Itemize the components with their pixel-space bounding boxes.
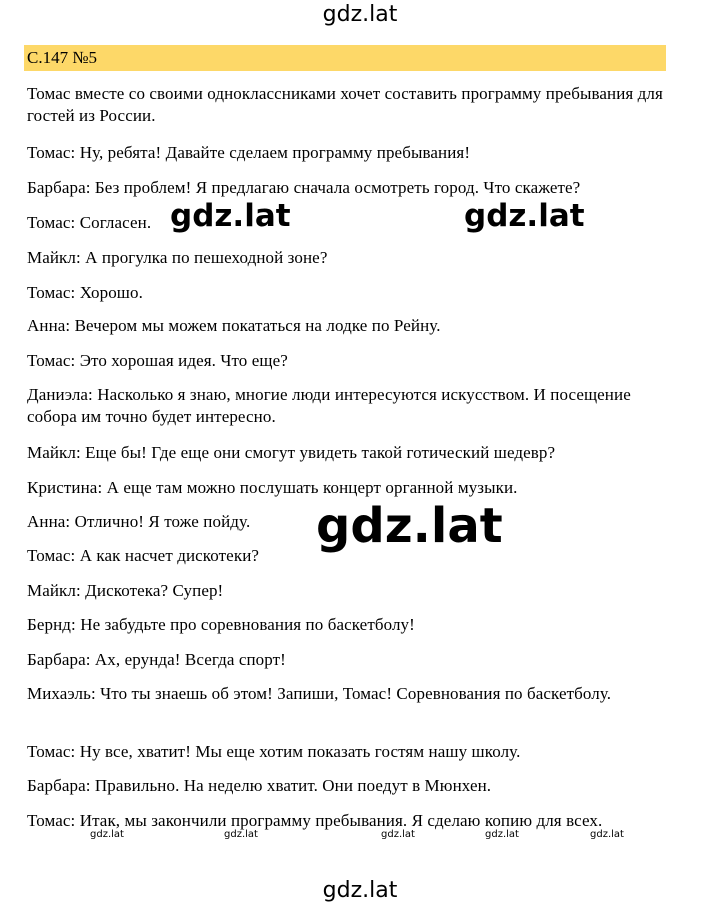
dialogue-line: Анна: Отлично! Я тоже пойду.: [27, 512, 251, 531]
watermark-small: gdz.lat: [381, 829, 415, 840]
dialogue-line: Кристина: А еще там можно послушать концерт органной музыки.: [27, 478, 518, 497]
dialogue-line: Томас: Ну, ребята! Давайте сделаем программу пребывания!: [27, 143, 471, 162]
dialogue-line: Барбара: Правильно. На неделю хватит. Они поедут в Мюнхен.: [27, 776, 492, 795]
dialogue-line: Томас: Ну все, хватит! Мы еще хотим показать гостям нашу школу.: [27, 742, 521, 761]
header-bar: [24, 45, 666, 71]
dialogue-line: Майкл: А прогулка по пешеходной зоне?: [27, 248, 328, 267]
dialogue-line: Барбара: Ах, ерунда! Всегда спорт!: [27, 650, 286, 669]
dialogue-line: Майкл: Еще бы! Где еще они смогут увидеть такой готический шедевр?: [27, 443, 556, 462]
dialogue-line: Томас: Хорошо.: [27, 283, 143, 302]
dialogue-line: Анна: Вечером мы можем покататься на лодке по Рейну.: [27, 316, 441, 335]
watermark: gdz.lat: [168, 198, 297, 234]
watermark: gdz.lat: [316, 498, 503, 554]
dialogue-line: Бернд: Не забудьте про соревнования по баскетболу!: [27, 615, 415, 634]
dialogue-line: Барбара: Без проблем! Я предлагаю сначала осмотреть город. Что скажете?: [27, 178, 581, 197]
dialogue-line: Томас: Это хорошая идея. Что еще?: [27, 351, 288, 370]
watermark-small: gdz.lat: [485, 829, 519, 840]
watermark-small: gdz.lat: [224, 829, 258, 840]
dialogue-line: Майкл: Дискотека? Супер!: [27, 581, 224, 600]
watermark: gdz.lat: [462, 198, 591, 234]
dialogue-line: Томас: Согласен.: [27, 213, 152, 232]
page-title: С.147 №5: [27, 48, 98, 67]
site-logo-bottom: gdz.lat: [322, 878, 398, 903]
dialogue-line: Даниэла: Насколько я знаю, многие люди интересуются искусством. И посещение собора им точно будет интересно.: [27, 385, 631, 426]
paragraph-intro: Томас вместе со своими одноклассниками хочет составить программу пребывания для гостей из России.: [27, 84, 663, 125]
watermark-small: gdz.lat: [90, 829, 124, 840]
watermark-small: gdz.lat: [590, 829, 624, 840]
dialogue-line: Томас: Итак, мы закончили программу пребывания. Я сделаю копию для всех.: [27, 811, 603, 830]
dialogue-line: Томас: А как насчет дискотеки?: [27, 546, 260, 565]
site-logo-top: gdz.lat: [322, 2, 398, 27]
dialogue-line: Михаэль: Что ты знаешь об этом! Запиши, Томас! Соревнования по баскетболу.: [27, 684, 612, 703]
